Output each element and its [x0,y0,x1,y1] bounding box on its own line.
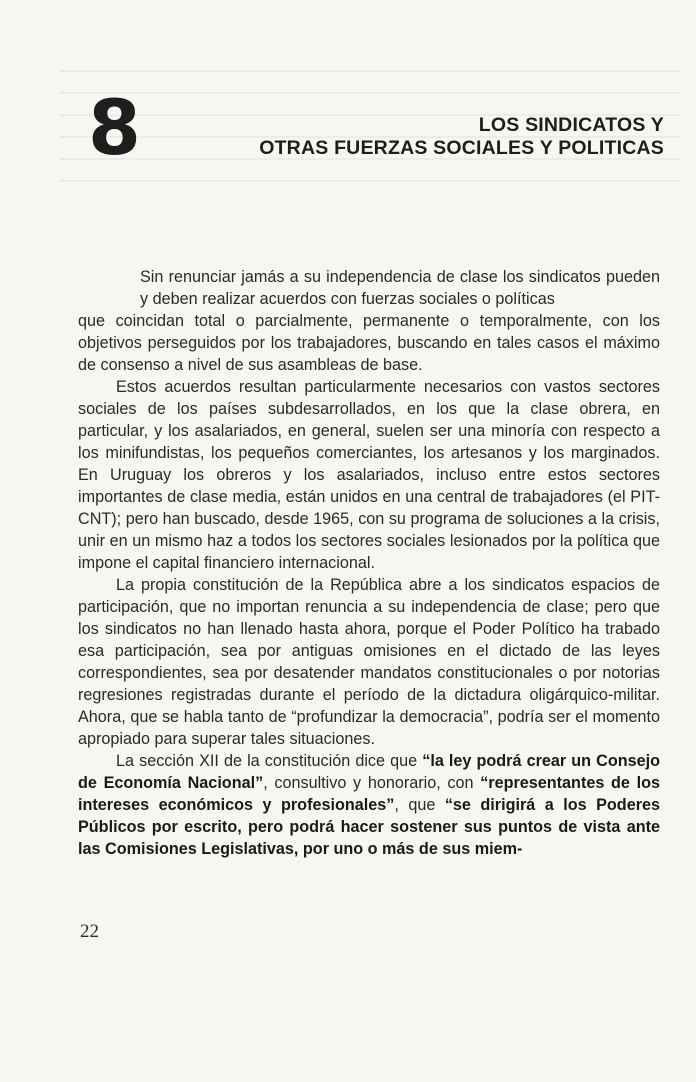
page-number: 22 [80,921,99,942]
paragraph-3: La propia constitución de la República abre a los sindicatos espacios de participación, que no importan renuncia a su independencia de clase; pero que los sindicatos no han llenado hasta ahora, porque el Poder Político ha trabado esa participación, sea por antiguas omisiones en el dictado de las leyes correspondientes, sea por desatender mandatos constitucionales o por notorias regresiones registradas durante el período de la dictadura oligárquico-militar. Ahora, que se habla tanto de “profundizar la democracia”, podría ser el momento apropiado para superar tales situaciones. [78,576,660,748]
paragraph-4 [78,750,660,860]
quote-poderes: “se dirigirá a los Poderes Públicos por escrito, pero podrá hacer sostener sus puntos de vista ante las Comisiones Legislativas, por uno o más de sus miem- [78,796,660,858]
chapter-body [78,266,660,860]
paragraph-4-mid: , consultivo y honorario, con [263,774,481,792]
paragraph-1-rest: que coincidan total o parcialmente, permanente o temporalmente, con los objetivos perseguidos por los trabajadores, buscando en tales casos el máximo de consenso a nivel de sus asambleas de base. [78,312,660,374]
quote-consejo: “la ley podrá crear un Consejo de Economía Nacional” [78,752,661,792]
paragraph-1 [78,266,660,376]
chapter-title [259,114,664,160]
chapter-number: 8 [88,83,139,172]
chapter-title-line-1: LOS SINDICATOS Y [478,114,664,136]
quote-representantes: “representantes de los intereses económicos y profesionales” [78,774,660,814]
paragraph-4-mid2: , que [394,796,445,814]
chapter-title-line-2: OTRAS FUERZAS SOCIALES Y POLITICAS [259,137,664,159]
paragraph-4-intro: La sección XII de la constitución dice que [116,752,423,770]
paragraph-2: Estos acuerdos resultan particularmente necesarios con vastos sectores sociales de los países subdesarrollados, en los que la clase obrera, en particular, y los asalariados, en general, suelen ser una minoría con respecto a los minifundistas, los pequeños comerciantes, los artesanos y los marginados. En Uruguay los obreros y los asalariados, incluso entre estos sectores importantes de clase media, están unidos en una central de trabajadores (el PIT-CNT); pero han buscado, desde 1965, con su programa de soluciones a la crisis, unir en un mismo haz a todos los sectores sociales lesionados por la política que impone el capital financiero internacional. [78,378,660,572]
paragraph-1-opening: Sin renunciar jamás a su independencia de clase los sindicatos pueden y deben realizar acuerdos con fuerzas sociales o políticas [140,268,660,308]
